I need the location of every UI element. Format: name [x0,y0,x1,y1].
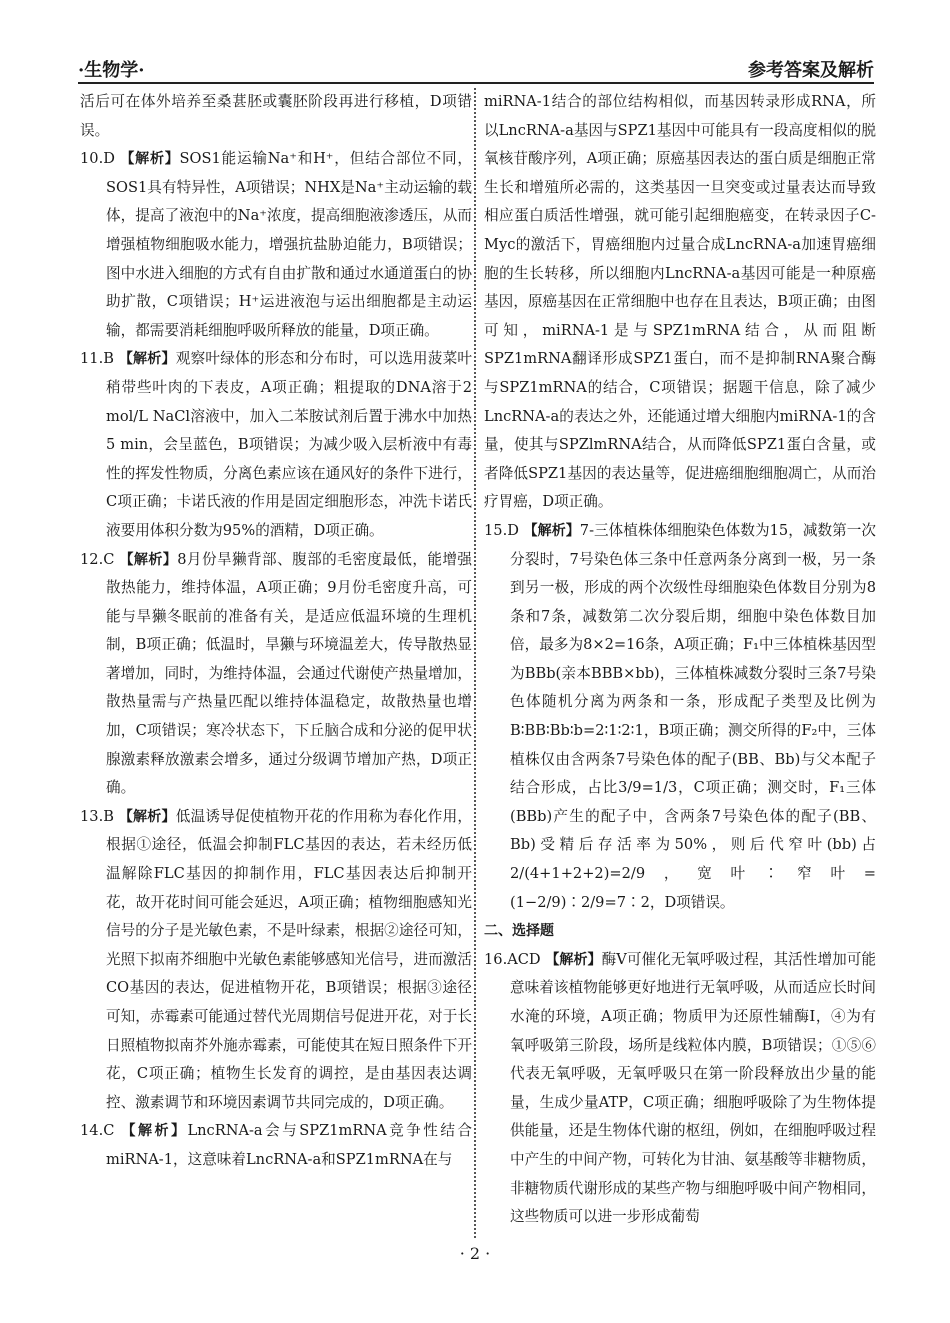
header-rule [78,82,874,84]
item-answer: C [103,1122,115,1140]
analysis-tag: 【解析】 [121,1123,188,1140]
subject-label: ·生物学· [78,60,145,81]
analysis-tag: 【解析】 [119,551,178,568]
item-answer: C [103,550,115,568]
item-number: 11. [80,350,104,368]
column-divider [474,88,476,1238]
answer-item-14 [80,1117,472,1174]
item-number: 14. [80,1122,104,1140]
item-number: 12. [80,550,104,568]
analysis-tag: 【解析】 [118,808,176,825]
item-text: 7-三体植株体细胞染色体数为15，减数第一次分裂时，7号染色体三条中任意两条分离到一极，另一条到另一极，形成的两个次级性母细胞染色体数目分别为8条和7条，减数第二次分裂后期，细胞中染色体数目加倍，最多为8×2=16条，A项正确；F₁中三体植株基因型为BBb(亲本BBB×bb)，三体植株减数分裂时三条7号染色体随机分离为两条和一条，形成配子类型及比例为B∶BB∶Bb∶b=2∶1∶2∶1，B项正确；测交所得的F₂中，三体植株仅由含两条7号染色体的配子(BB、Bb)与父本配子结合形成，占比3/9=1/3，C项正确；测交时，F₁三体(BBb)产生的配子中，含两条7号染色体的配子(BB、Bb)受精后存活率为50%，则后代窄叶(bb)占2/(4+1+2+2)=2/9，宽叶∶窄叶=(1−2/9)∶2/9=7∶2，D项错误。 [510,521,877,911]
analysis-tag: 【解析】 [120,151,180,168]
left-column [80,88,472,1175]
answer-item-13 [80,803,472,1118]
item-text: 8月份旱獭背部、腹部的毛密度最低，能增强散热能力，维持体温，A项正确；9月份毛密度升高，可能与旱獭冬眠前的准备有关，是适应低温环境的生理机制，B项正确；低温时，旱獭与环境温差大，传导散热显著增加，同时，为维持体温，会通过代谢使产热量增加，散热量需与产热量匹配以维持体温稳定，故散热量也增加，C项错误；寒冷状态下，下丘脑合成和分泌的促甲状腺激素释放激素会增多，通过分级调节增加产热，D项正确。 [106,550,472,797]
item-number: 10. [80,150,104,168]
answer-item-10 [80,145,472,345]
item-answer: D [103,150,115,168]
right-column [484,88,876,1232]
continuation-text: miRNA-1结合的部位结构相似，而基因转录形成RNA，所以LncRNA-a基因与SPZ1基因中可能具有一段高度相似的脱氧核苷酸序列，A项正确；原癌基因表达的蛋白质是细胞正常生长和增殖所必需的，这类基因一旦突变或过量表达而导致相应蛋白质活性增强，就可能引起细胞癌变，在转录因子C-Myc的激活下，胃癌细胞内过量合成LncRNA-a加速胃癌细胞的生长转移，所以细胞内LncRNA-a基因可能是一种原癌基因，原癌基因在正常细胞中也存在且表达，B项正确；由图可知，miRNA-1是与SPZ1mRNA结合，从而阻断SPZ1mRNA翻译形成SPZ1蛋白，而不是抑制RNA聚合酶与SPZ1mRNA的结合，C项错误；据题干信息，除了减少LncRNA-a的表达之外，还能通过增大细胞内miRNA-1的含量，使其与SPZlmRNA结合，从而降低SPZ1蛋白含量，或者降低SPZ1基因的表达量等，促进癌细胞细胞凋亡，从而治疗胃癌，D项正确。 [484,93,876,511]
item-answer: D [507,521,519,539]
analysis-tag: 【解析】 [523,522,580,539]
item-text: 酶Ⅴ可催化无氧呼吸过程，其活性增加可能意味着该植物能够更好地进行无氧呼吸，从而适应长时间水淹的环境，A项正确；物质甲为还原性辅酶Ⅰ，④为有氧呼吸第三阶段，场所是线粒体内膜，B项错误；①⑤⑥代表无氧呼吸，无氧呼吸只在第一阶段释放出少量的能量，生成少量ATP，C项正确；细胞呼吸除了为生物体提供能量，还是生物体代谢的枢纽，例如，在细胞呼吸过程中产生的中间产物，可转化为甘油、氨基酸等非糖物质，非糖物质代谢形成的某些产物与细胞呼吸中间产物相同，这些物质可以进一步形成葡萄 [510,950,877,1226]
section-label: 参考答案及解析 [748,60,874,81]
item-answer: B [103,350,114,368]
section-title: 二、选择题 [484,923,554,940]
answer-item-11 [80,345,472,545]
answer-item-16 [484,946,876,1232]
page-number: · 2 · [459,1244,491,1263]
item-number: 13. [80,807,104,825]
analysis-tag: 【解析】 [545,951,602,968]
answer-item-12 [80,546,472,803]
item-text: 观察叶绿体的形态和分布时，可以选用菠菜叶稍带些叶肉的下表皮，A项正确；粗提取的DNA溶于2 mol/L NaCl溶液中，加入二苯胺试剂后置于沸水中加热5 min，会呈蓝色，B项错误；为减少吸入层析液中有毒性的挥发性物质，分离色素应该在通风好的条件下进行，C项正确；卡诺氏液的作用是固定细胞形态，冲洗卡诺氏液要用体积分数为95%的酒精，D项正确。 [106,350,472,539]
item-number: 15. [484,521,508,539]
page-header [78,52,874,82]
item-text: LncRNA-a会与SPZ1mRNA竞争性结合miRNA-1，这意味着LncRNA-a和SPZ1mRNA在与 [106,1122,473,1168]
item-text: 低温诱导促使植物开花的作用称为春化作用，根据①途径，低温会抑制FLC基因的表达，若未经历低温解除FLC基因的抑制作用，FLC基因表达后抑制开花，故开花时间可能会延迟，A项正确；植物细胞感知光信号的分子是光敏色素，不是叶绿素，根据②途径可知，光照下拟南芥细胞中光敏色素能够感知光信号，进而激活CO基因的表达，促进植物开花，B项错误；根据③途径可知，赤霉素可能通过替代光周期信号促进开花，对于长日照植物拟南芥外施赤霉素，可能使其在短日照条件下开花，C项正确；植物生长发育的调控，是由基因表达调控、激素调节和环境因素调节共同完成的，D项正确。 [106,807,472,1111]
item-answer: B [103,807,114,825]
item-text: SOS1能运输Na⁺和H⁺，但结合部位不同，SOS1具有特异性，A项错误；NHX是Na⁺主动运输的载体，提高了液泡中的Na⁺浓度，提高细胞液渗透压，从而增强植物细胞吸水能力，增强抗盐胁迫能力，B项错误；图中水进入细胞的方式有自由扩散和通过水通道蛋白的协助扩散，C项错误；H⁺运进液泡与运出细胞都是主动运输，都需要消耗细胞呼吸所释放的能量，D项正确。 [106,150,472,339]
item-answer: ACD [507,950,541,968]
analysis-tag: 【解析】 [118,351,176,368]
item-number: 16. [484,950,508,968]
continuation-text: 活后可在体外培养至桑葚胚或囊胚阶段再进行移植，D项错误。 [80,93,472,139]
answer-item-15 [484,517,876,917]
